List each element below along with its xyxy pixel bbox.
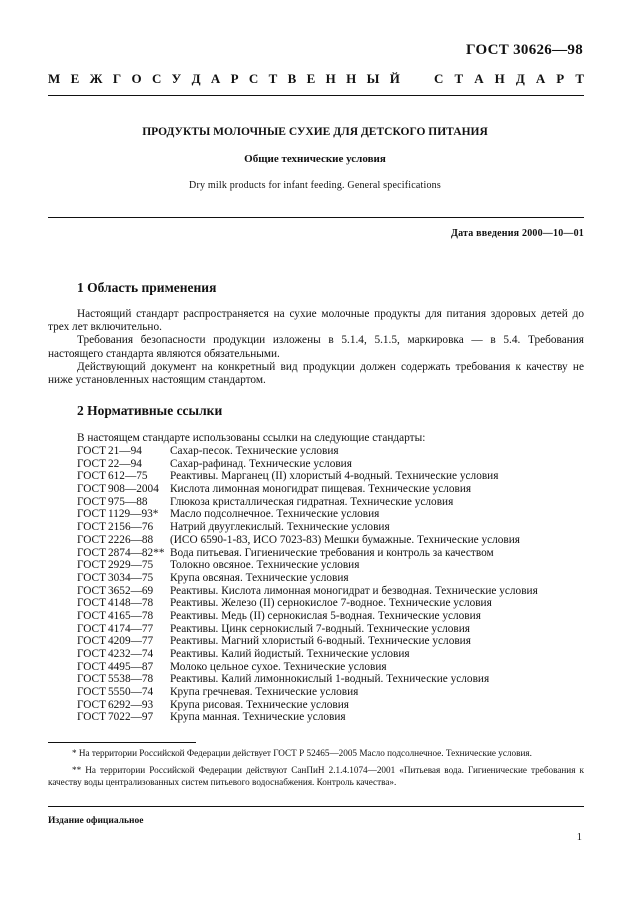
reference-prefix: ГОСТ (77, 597, 106, 610)
reference-title: Масло подсолнечное. Технические условия (170, 508, 380, 521)
english-title: Dry milk products for infant feeding. General specifications (189, 180, 441, 191)
reference-item (77, 597, 538, 610)
banner-letter: Е (306, 71, 316, 86)
reference-item (77, 673, 538, 686)
banner-letter: Й (389, 71, 400, 86)
reference-prefix: ГОСТ (77, 495, 106, 508)
banner-letter: Г (112, 71, 122, 86)
header-rule (48, 95, 584, 96)
reference-prefix: ГОСТ (77, 470, 106, 483)
reference-item (77, 547, 538, 560)
banner-letter: Н (346, 71, 357, 86)
reference-item (77, 648, 538, 661)
reference-item (77, 635, 538, 648)
reference-prefix: ГОСТ (77, 521, 106, 534)
reference-prefix: ГОСТ (77, 445, 106, 457)
banner-letter: Т (454, 71, 464, 86)
reference-number: 21—94 (108, 445, 142, 457)
banner-letter: Е (70, 71, 80, 86)
interstate-word (48, 71, 400, 87)
banner-letter: Т (268, 71, 278, 86)
reference-number: 4232—74 (108, 648, 154, 660)
reference-title: Крупа овсяная. Технические условия (170, 571, 349, 584)
reference-prefix: ГОСТ (77, 686, 106, 699)
reference-title: Реактивы. Цинк сернокислый 7-водный. Технические условия (170, 622, 470, 635)
reference-prefix: ГОСТ (77, 546, 106, 559)
reference-title: Реактивы. Железо (II) сернокислое 7-водное. Технические условия (170, 597, 492, 610)
reference-title: Крупа гречневая. Технические условия (170, 686, 359, 699)
reference-item (77, 483, 538, 496)
reference-item (77, 699, 538, 712)
reference-prefix: ГОСТ (77, 698, 106, 711)
footnote-rule (48, 742, 196, 743)
reference-item (77, 496, 538, 509)
reference-number: 22—94 (108, 457, 142, 470)
reference-title: Толокно овсяное. Технические условия (170, 559, 360, 572)
reference-item (77, 521, 538, 534)
banner-letter: А (474, 71, 484, 86)
document-subtitle: Общие технические условия (244, 153, 386, 165)
standard-word (434, 71, 584, 87)
reference-item (77, 572, 538, 585)
banner-letter: Ы (366, 71, 380, 86)
reference-title: Реактивы. Калий лимоннокислый 1-водный. Технические условия (170, 673, 490, 686)
reference-prefix: ГОСТ (77, 457, 106, 470)
paragraph: Требования безопасности продукции изложены в 5.1.4, 5.1.5, маркировка — в 5.4. Требования настоящего стандарта являются обязательными. (48, 334, 584, 360)
title-rule (48, 217, 584, 218)
reference-item (77, 610, 538, 623)
section-1-body (48, 308, 584, 387)
reference-title: Молоко цельное сухое. Технические условия (170, 660, 387, 673)
banner-letter: В (287, 71, 297, 86)
reference-item (77, 559, 538, 572)
reference-title: Натрий двууглекислый. Технические условия (170, 521, 390, 534)
section-2-heading: 2 Нормативные ссылки (77, 403, 223, 418)
banner-letter: С (151, 71, 162, 86)
reference-number: 1129—93* (108, 508, 159, 521)
reference-title: Крупа рисовая. Технические условия (170, 698, 349, 711)
reference-title: Реактивы. Магний хлористый 6-водный. Технические условия (170, 635, 471, 648)
reference-prefix: ГОСТ (77, 584, 106, 597)
reference-prefix: ГОСТ (77, 559, 106, 572)
banner-letter: А (535, 71, 546, 86)
reference-title: Реактивы. Калий йодистый. Технические условия (170, 648, 410, 660)
effective-date: Дата введения 2000—10—01 (451, 228, 584, 239)
paragraph: Настоящий стандарт распространяется на сухие молочные продукты для питания здоровых детей до трех лет включительно. (48, 308, 584, 334)
banner-letter: Д (191, 71, 201, 86)
reference-prefix: ГОСТ (77, 571, 106, 584)
reference-title: (ИСО 6590-1-83, ИСО 7023-83) Мешки бумажные. Технические условия (170, 533, 520, 546)
banner-letter: Р (556, 71, 565, 86)
reference-number: 6292—93 (108, 698, 154, 711)
banner-letter: Д (515, 71, 525, 86)
reference-number: 4209—77 (108, 635, 154, 648)
footnote: * На территории Российской Федерации действует ГОСТ Р 52465—2005 Масло подсолнечное. Технические условия. (72, 748, 532, 758)
reference-title: Сахар-песок. Технические условия (170, 445, 339, 457)
reference-number: 7022—97 (108, 711, 154, 724)
section-1-heading: 1 Область применения (77, 280, 217, 295)
reference-item (77, 470, 538, 483)
reference-number: 4165—78 (108, 609, 154, 622)
reference-prefix: ГОСТ (77, 508, 106, 521)
reference-item (77, 534, 538, 547)
reference-prefix: ГОСТ (77, 635, 106, 648)
reference-number: 4495—87 (108, 660, 154, 673)
reference-title: Реактивы. Медь (II) сернокислая 5-водная. Технические условия (170, 609, 481, 622)
banner-letter: Ж (89, 71, 103, 86)
reference-prefix: ГОСТ (77, 648, 106, 660)
reference-item (77, 711, 538, 724)
reference-prefix: ГОСТ (77, 673, 106, 686)
reference-title: Вода питьевая. Гигиенические требования и контроль за качеством (170, 546, 494, 559)
reference-item (77, 508, 538, 521)
reference-prefix: ГОСТ (77, 711, 106, 724)
banner-letter: С (434, 71, 444, 86)
reference-item (77, 686, 538, 699)
references-intro: В настоящем стандарте использованы ссылки на следующие стандарты: (77, 432, 426, 444)
reference-number: 908—2004 (108, 483, 159, 496)
reference-item (77, 445, 538, 458)
footer-rule (48, 806, 584, 807)
banner-letter: Н (325, 71, 336, 86)
reference-number: 2929—75 (108, 559, 154, 572)
reference-number: 4174—77 (108, 622, 154, 635)
reference-item (77, 661, 538, 674)
reference-title: Реактивы. Марганец (II) хлористый 4-водный. Технические условия (170, 470, 499, 483)
reference-number: 3034—75 (108, 571, 154, 584)
reference-number: 2156—76 (108, 521, 154, 534)
document-title: ПРОДУКТЫ МОЛОЧНЫЕ СУХИЕ ДЛЯ ДЕТСКОГО ПИТАНИЯ (142, 126, 488, 138)
banner-letter: С (248, 71, 259, 86)
reference-item (77, 623, 538, 636)
reference-item (77, 585, 538, 598)
reference-number: 5538—78 (108, 673, 154, 686)
banner-letter: Р (230, 71, 239, 86)
banner-letter: У (171, 71, 182, 86)
references-list (77, 445, 538, 724)
reference-title: Глюкоза кристаллическая гидратная. Технические условия (170, 495, 454, 508)
reference-item (77, 458, 538, 471)
reference-number: 612—75 (108, 470, 148, 483)
page-number: 1 (576, 832, 582, 843)
reference-title: Сахар-рафинад. Технические условия (170, 457, 352, 470)
reference-prefix: ГОСТ (77, 622, 106, 635)
banner-letter: Н (494, 71, 505, 86)
reference-number: 2874—82** (108, 546, 165, 559)
footnotes (48, 747, 584, 793)
reference-number: 4148—78 (108, 597, 154, 610)
banner-letter: Т (575, 71, 584, 86)
reference-prefix: ГОСТ (77, 483, 106, 496)
reference-prefix: ГОСТ (77, 660, 106, 673)
reference-title: Реактивы. Кислота лимонная моногидрат и безводная. Технические условия (170, 584, 538, 597)
official-edition-label: Издание официальное (48, 816, 144, 826)
reference-number: 2226—88 (108, 533, 154, 546)
reference-title: Кислота лимонная моногидрат пищевая. Технические условия (170, 483, 472, 496)
banner-letter: М (48, 71, 61, 86)
doc-number: ГОСТ 30626—98 (465, 42, 583, 58)
reference-number: 975—88 (108, 495, 148, 508)
footnote: ** На территории Российской Федерации действуют СанПиН 2.1.4.1074—2001 «Питьевая вода. Гигиенические требования к качеству воды централизованных систем питьевого водоснабжения. Контроль качества». (48, 764, 584, 787)
reference-number: 3652—69 (108, 584, 154, 597)
paragraph: Действующий документ на конкретный вид продукции должен содержать требования к качеству не ниже установленных настоящим стандартом. (48, 360, 584, 387)
reference-title: Крупа манная. Технические условия (170, 711, 346, 724)
interstate-standard-banner (48, 71, 584, 87)
reference-prefix: ГОСТ (77, 533, 106, 546)
banner-letter: О (131, 71, 142, 86)
reference-prefix: ГОСТ (77, 609, 106, 622)
banner-letter: А (210, 71, 221, 86)
reference-number: 5550—74 (108, 686, 154, 699)
